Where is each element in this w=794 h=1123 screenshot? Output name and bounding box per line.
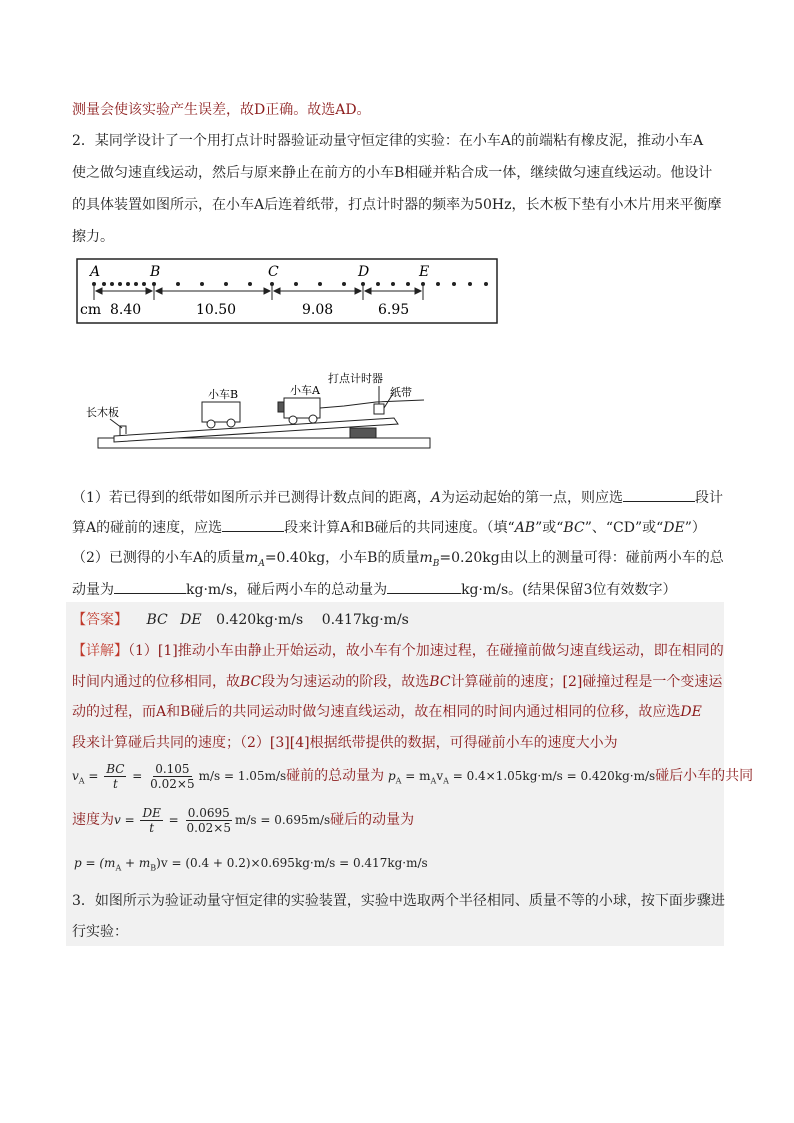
tape-dot — [126, 282, 130, 286]
detail-text-2b: 段为匀速运动的阶段，故选 — [261, 674, 430, 690]
detail-var-bc: BC — [240, 674, 262, 690]
sub1-var-a: A — [430, 490, 442, 506]
answer-value-2: DE — [180, 612, 202, 628]
sub1-sep-1: ”或“ — [535, 520, 564, 536]
tape-dot — [391, 282, 395, 286]
sub1-sep-2: ”、“CD”或“ — [584, 520, 664, 536]
apparatus-figure — [84, 366, 434, 452]
sub2-text-a3: =0.20kg由以上的测量可得：碰前两小车的总 — [439, 550, 724, 566]
detail-var-bc-2: BC — [429, 674, 451, 690]
tape-unit: cm — [80, 302, 102, 318]
label-timer: 打点计时器 — [328, 372, 383, 385]
tape-dot — [142, 282, 146, 286]
q2-line-4: 擦力。 — [72, 229, 114, 245]
q2-line-1: 2．某同学设计了一个用打点计时器验证动量守恒定律的实验：在小车A的前端粘有橡皮泥，推动小车A — [72, 133, 704, 149]
detail-text-1: （1）[1]推动小车由静止开始运动，故小车有个加速过程，在碰撞前做匀速直线运动，即在相同的 — [128, 643, 724, 659]
sub1-sep-3: ”） — [684, 520, 706, 536]
tape-dot — [342, 282, 346, 286]
sub2-line-2 — [72, 579, 677, 600]
eq2-den2: 0.02×5 — [186, 821, 231, 835]
detail-text-2a: 时间内通过的位移相同，故 — [72, 674, 240, 690]
answer-line — [72, 610, 409, 630]
tape-dot — [406, 282, 410, 286]
sub1-text-a2: 为运动起始的第一点，则应选 — [441, 490, 624, 506]
sub1-text-b: 算A的碰前的速度，应选 — [72, 520, 223, 536]
tape-label-c: C — [268, 264, 279, 280]
eq3-sub-b: B — [150, 863, 157, 873]
equation-velocity-before: $v_A$ = $\frac{BC}{t}$ = $\frac{0.105}{0.02\times 5}$ m/s = 1.05m/s碰前的总动量为 $p_A = m_Av_A = 0.4\times 1.05kg\cdot m/s = 0.420kg\cdot m/s$碰后小车的共同 — [72, 762, 754, 791]
tape-label-d: D — [358, 264, 370, 280]
tape-dot — [248, 282, 252, 286]
tape-dot — [102, 282, 106, 286]
eq1-num2: 0.105 — [155, 762, 190, 776]
detail-var-de: DE — [680, 704, 702, 720]
tape-dot — [318, 282, 322, 286]
answer-blank-2[interactable] — [222, 517, 284, 532]
tape-dot — [468, 282, 472, 286]
detail-line-2 — [72, 672, 722, 692]
equation-velocity-after: 速度为v = $\frac{DE}{t}$ = $\frac{0.0695}{0.02\times 5}$ m/s = 0.695m/s碰后的动量为 — [72, 806, 415, 835]
answer-blank-1[interactable] — [623, 487, 695, 502]
label-board: 长木板 — [86, 406, 119, 419]
q3-line-2: 行实验： — [72, 924, 128, 940]
eq3-head: p = (m — [74, 856, 116, 870]
tape-dot — [134, 282, 138, 286]
option-ab: AB — [514, 520, 536, 536]
eq2-den: t — [149, 821, 155, 835]
eq2-head: 速度为 — [72, 812, 114, 828]
eq1-p: p — [387, 769, 396, 783]
tape-distance-de: 6.95 — [378, 302, 410, 318]
eq2-v: v — [114, 813, 121, 827]
sub1-text-a3: 段计 — [695, 490, 724, 506]
eq1-result: m/s = 1.05m/s — [198, 769, 287, 783]
tape-label-b: B — [150, 264, 161, 280]
q2-line-3: 的具体装置如图所示，在小车A后连着纸带，打点计时器的频率为50Hz，长木板下垫有小木片用来平衡摩 — [72, 197, 722, 213]
mass-a-sub: A — [258, 558, 265, 569]
detail-line-4: 段来计算碰后共同的速度；（2）[3][4]根据纸带提供的数据，可得碰前小车的速度大小为 — [72, 735, 618, 751]
sub2-text-b: 动量为 — [72, 582, 114, 598]
answer-blank-4[interactable] — [387, 579, 461, 594]
tape-label-e: E — [419, 264, 430, 280]
sub1-text-a: （1）若已得到的纸带如图所示并已测得计数点间的距离， — [72, 490, 431, 506]
eq2-result: m/s = 0.695m/s — [234, 813, 331, 827]
sub1-text-b2: 段来计算A和B碰后的共同速度。（填“ — [284, 520, 515, 536]
tape-distance-cd: 9.08 — [302, 302, 334, 318]
mass-b-sub: B — [432, 558, 440, 569]
tape-dot — [484, 282, 488, 286]
eq2-num2: 0.0695 — [187, 806, 230, 820]
option-bc: BC — [563, 520, 585, 536]
previous-answer-tail: 测量会使该实验产生误差，故D正确。故选AD。 — [72, 102, 371, 118]
tape-dot — [200, 282, 204, 286]
answer-value-3: 0.420kg·m/s — [216, 612, 304, 628]
eq1-den: t — [112, 777, 118, 791]
sub1-line-1 — [72, 487, 723, 508]
tape-dot — [224, 282, 228, 286]
answer-blank-3[interactable] — [114, 579, 186, 594]
eq1-p-sub: A — [395, 776, 402, 786]
tape-label-a: A — [90, 264, 101, 280]
tape-dot — [452, 282, 456, 286]
answer-tag: 【答案】 — [72, 612, 128, 628]
eq1-text: 碰前的总动量为 — [286, 768, 385, 784]
detail-text-3a: 动的过程，而A和B碰后的共同运动时做匀速直线运动，故在相同的时间内通过相同的位移，故应选 — [72, 704, 681, 720]
tape-dot — [110, 282, 114, 286]
sub2-line-1 — [72, 548, 724, 574]
equation-momentum-after — [74, 856, 428, 872]
eq1-num: BC — [106, 762, 125, 776]
sub2-text-b3: kg·m/s。(结果保留3位有效数字） — [461, 582, 677, 598]
tape-dot — [176, 282, 180, 286]
sub2-text-b2: kg·m/s，碰后两小车的总动量为 — [186, 582, 388, 598]
eq3-mid: + m — [121, 856, 151, 870]
eq2-tail: 碰后的动量为 — [330, 812, 415, 828]
answer-value-4: 0.417kg·m/s — [321, 612, 409, 628]
detail-tag: 【详解】 — [72, 643, 128, 659]
tape-dot — [376, 282, 380, 286]
q2-line-2: 使之做匀速直线运动，然后与原来静止在前方的小车B相碰并粘合成一体，继续做匀速直线运动。他设计 — [72, 165, 713, 181]
detail-line-1 — [72, 641, 724, 661]
label-tape: 纸带 — [390, 386, 412, 399]
tape-dot — [118, 282, 122, 286]
sub1-line-2 — [72, 517, 706, 538]
answer-value-1: BC — [146, 612, 168, 628]
tape-dot — [294, 282, 298, 286]
sub2-text-a2: =0.40kg，小车B的质量 — [264, 550, 420, 566]
eq3-sub-a: A — [115, 863, 122, 873]
eq1-momentum: = 0.4×1.05kg·m/s = 0.420kg·m/s — [452, 769, 656, 783]
label-cart-b: 小车B — [208, 388, 239, 401]
eq2-num: DE — [142, 806, 161, 820]
eq1-den2: 0.02×5 — [150, 777, 195, 791]
eq1-m: = m — [405, 769, 431, 783]
tape-dot — [436, 282, 440, 286]
detail-text-2c: 计算碰前的速度；[2]碰撞过程是一个变速运 — [450, 674, 723, 690]
q3-line-1: 3．如图所示为验证动量守恒定律的实验装置，实验中选取两个半径相同、质量不等的小球，按下面步骤进 — [72, 893, 725, 909]
tape-distance-ab: 8.40 — [110, 302, 142, 318]
eq1-tail: 碰后小车的共同 — [655, 768, 754, 784]
tape-distance-bc: 10.50 — [196, 302, 237, 318]
eq3-tail: )v = (0.4 + 0.2)×0.695kg·m/s = 0.417kg·m/s — [156, 856, 428, 870]
eq1-v2: v — [436, 769, 444, 783]
option-de: DE — [663, 520, 685, 536]
mass-a-symbol: m — [245, 550, 259, 566]
mass-b-symbol: m — [419, 550, 433, 566]
label-cart-a: 小车A — [290, 384, 320, 397]
sub2-text-a: （2）已测得的小车A的质量 — [72, 550, 246, 566]
eq1-v-sub: A — [78, 776, 85, 786]
eq1-v: v — [72, 769, 79, 783]
detail-line-3 — [72, 702, 702, 722]
paper-tape-figure — [76, 258, 498, 324]
